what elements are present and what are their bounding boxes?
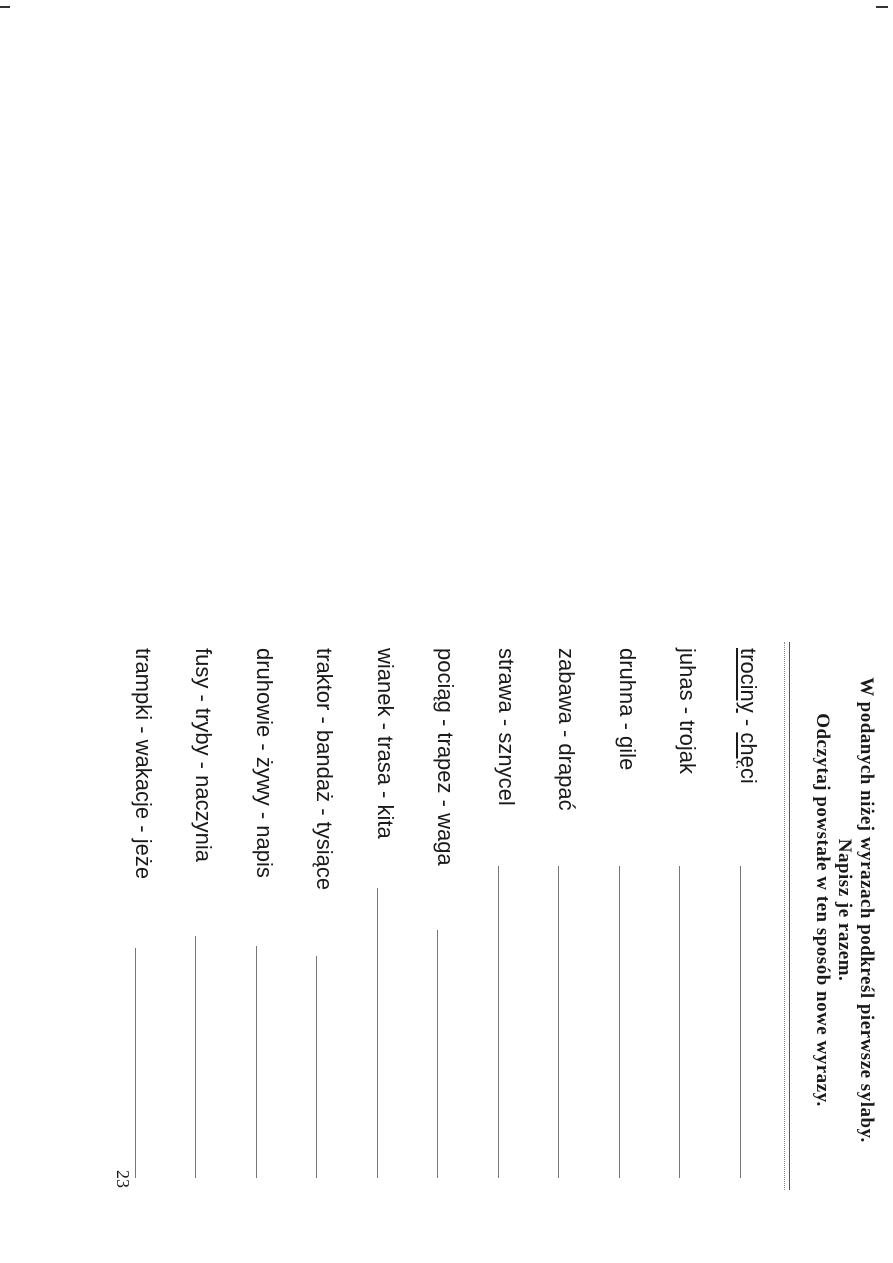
answer-line[interactable]	[135, 948, 136, 1178]
example-words	[735, 648, 761, 784]
example-separator: -	[736, 712, 761, 733]
exercise-row	[342, 648, 403, 1188]
answer-line[interactable]	[680, 866, 681, 1178]
word-pair: trampki - wakacje - jeże	[131, 648, 156, 880]
word-pair: druhowie - żywy - napis	[252, 648, 277, 878]
instruction-line-3: Odczytaj powstałe w ten sposób nowe wyrazy.	[812, 713, 833, 1107]
answer-line[interactable]	[317, 956, 318, 1178]
divider-bottom	[784, 642, 785, 1190]
corner-mark-left	[0, 6, 10, 8]
answer-line[interactable]	[256, 946, 257, 1178]
word-pair: zabawa - drapać	[554, 648, 580, 811]
exercise-list	[100, 648, 766, 1188]
word-pair: strawa - sznycel	[494, 648, 519, 806]
answer-line[interactable]	[438, 930, 439, 1178]
answer-line[interactable]	[196, 936, 197, 1178]
word-pair: fusy - tryby - naczynia	[191, 648, 217, 862]
exercise-row	[281, 648, 342, 1188]
instruction-line-2: Napisz je razem.	[834, 838, 855, 982]
exercise-row	[160, 648, 221, 1188]
exercise-row	[221, 648, 282, 1188]
answer-line[interactable]	[619, 866, 620, 1178]
exercise-row	[584, 648, 645, 1188]
exercise-row	[644, 648, 705, 1188]
page-number: 23	[113, 1170, 133, 1188]
instruction-line-1: W podanych niżej wyrazach podkreśl pierwsze sylaby.	[856, 677, 877, 1143]
divider-top	[789, 642, 790, 1190]
word-pair: druhna - gile	[615, 648, 640, 771]
example-first-word: trociny	[736, 648, 761, 713]
word-pair: juhas - trojak	[675, 648, 701, 774]
answer-line[interactable]	[740, 866, 741, 1178]
word-pair: wianek - trasa - kita	[373, 648, 398, 839]
answer-line[interactable]	[559, 866, 560, 1178]
exercise-row	[463, 648, 524, 1188]
exercise-row	[402, 648, 463, 1188]
example-row	[705, 648, 766, 1188]
word-pair: traktor - bandaż - tysiące	[312, 648, 338, 891]
example-word-rest: ci	[736, 767, 761, 784]
exercise-row	[523, 648, 584, 1188]
answer-line[interactable]	[377, 888, 378, 1178]
word-pair: pociąg - trapez - waga	[433, 648, 459, 866]
answer-line[interactable]	[498, 866, 499, 1178]
rotated-worksheet	[65, 640, 893, 1200]
exercise-row	[100, 648, 161, 1188]
corner-mark-right	[876, 6, 888, 8]
example-underlined-syllable: chę	[736, 732, 761, 768]
